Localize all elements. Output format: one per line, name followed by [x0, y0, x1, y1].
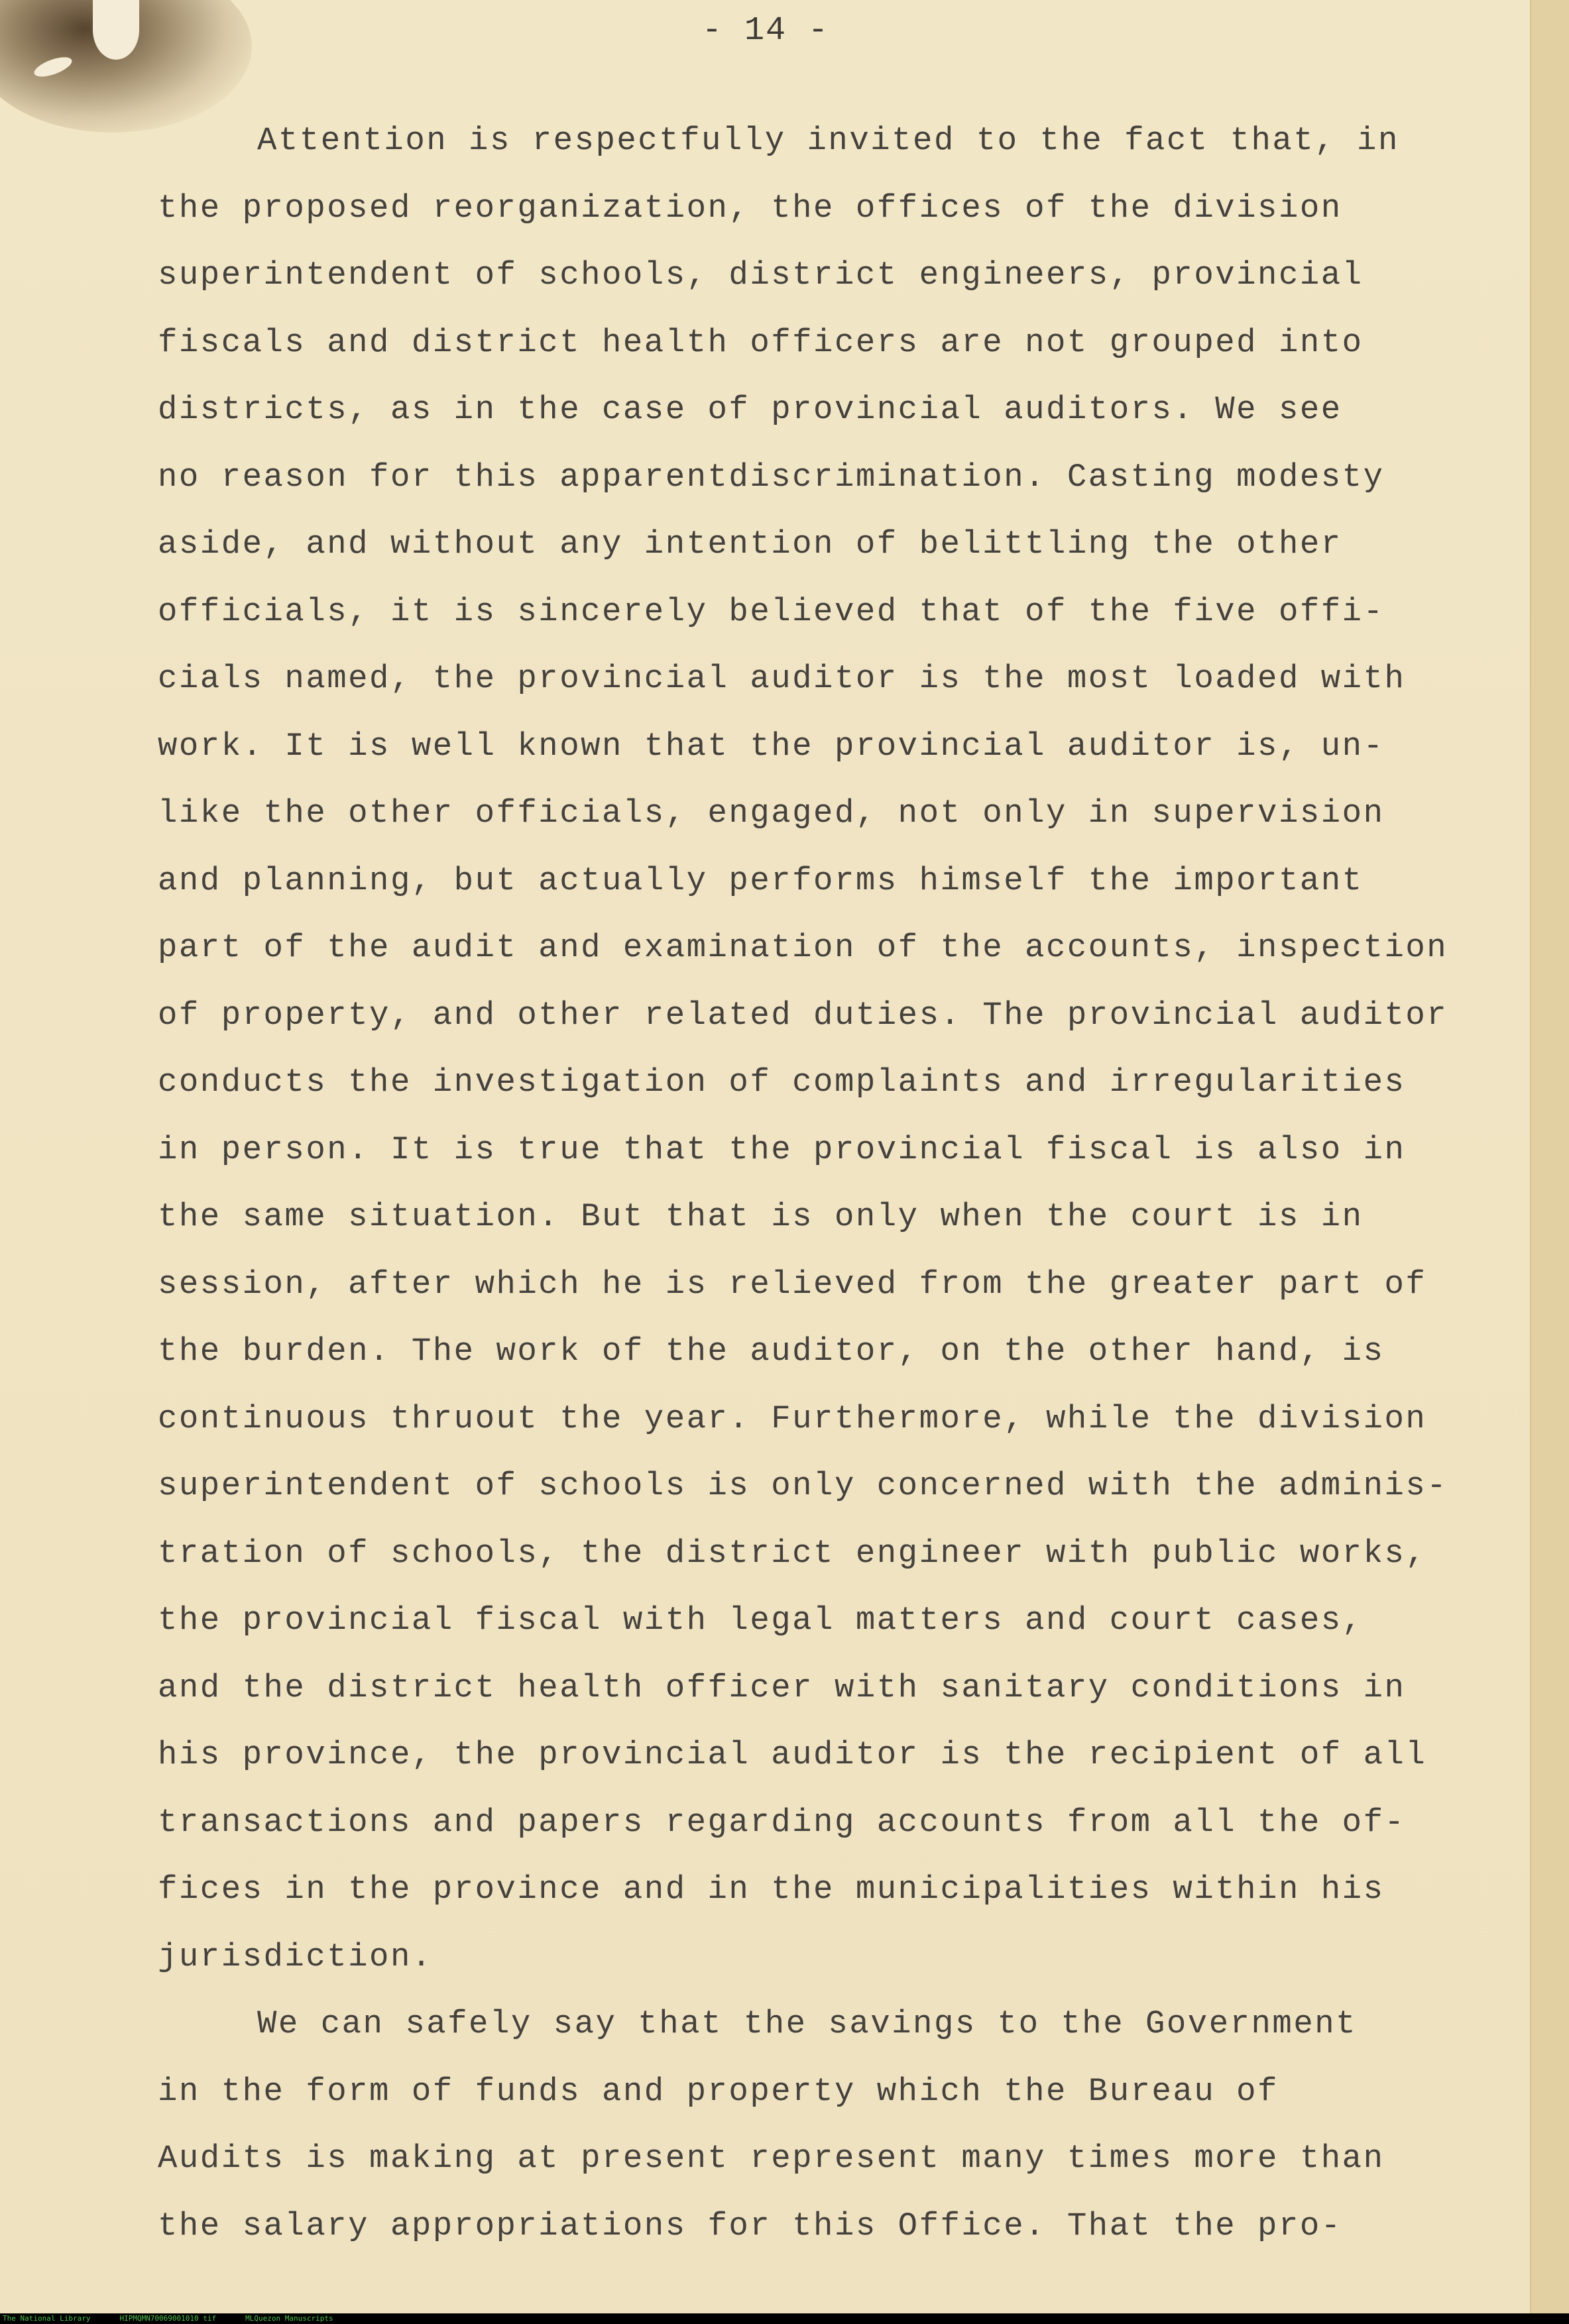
text-line: his province, the provincial auditor is the recipient of all — [158, 1736, 1427, 1773]
text-line: like the other officials, engaged, not only in supervision — [158, 795, 1385, 832]
text-line: continuous thruout the year. Furthermore, while the division — [158, 1400, 1427, 1437]
text-line: work. It is well known that the provincial auditor is, un- — [158, 727, 1385, 765]
text-line: fiscals and district health officers are not grouped into — [158, 323, 1364, 361]
text-line: part of the audit and examination of the accounts, inspection — [158, 929, 1448, 966]
body-text — [158, 107, 1457, 2260]
text-line: in person. It is true that the provincial fiscal is also in — [158, 1131, 1406, 1168]
text-line: the same situation. But that is only when the court is in — [158, 1198, 1364, 1235]
text-line: the burden. The work of the auditor, on the other hand, is — [158, 1333, 1385, 1370]
text-line: the proposed reorganization, the offices of the division — [158, 189, 1342, 227]
text-line: of property, and other related duties. The provincial auditor — [158, 996, 1448, 1034]
text-line: and the district health officer with sanitary conditions in — [158, 1669, 1406, 1706]
text-line: no reason for this apparentdiscrimination. Casting modesty — [158, 458, 1385, 496]
text-line: fices in the province and in the municipalities within his — [158, 1871, 1385, 1908]
text-line: jurisdiction. — [158, 1938, 433, 1975]
text-line: transactions and papers regarding accounts from all the of- — [158, 1803, 1406, 1841]
text-line: conducts the investigation of complaints and irregularities — [158, 1064, 1406, 1101]
text-line: session, after which he is relieved from the greater part of — [158, 1265, 1427, 1303]
text-line: and planning, but actually performs himself the important — [158, 861, 1364, 899]
text-line: Attention is respectfully invited to the fact that, in — [257, 122, 1399, 159]
page-number: - 14 - — [701, 12, 830, 50]
text-line: superintendent of schools, district engineers, provincial — [158, 256, 1364, 294]
scan-edge — [1530, 0, 1569, 2324]
text-line: We can safely say that the savings to the Government — [257, 2005, 1358, 2042]
text-line: aside, and without any intention of belittling the other — [158, 526, 1342, 563]
footer-file: HIPMQMN70069001010 tif — [119, 2314, 217, 2323]
text-line: officials, it is sincerely believed that of the five offi- — [158, 592, 1385, 630]
text-line: in the form of funds and property which the Bureau of — [158, 2072, 1279, 2110]
text-line: districts, as in the case of provincial auditors. We see — [158, 391, 1342, 428]
text-line: Audits is making at present represent many times more than — [158, 2140, 1385, 2177]
footer-collection: MLQuezon Manuscripts — [245, 2314, 333, 2323]
text-line: the provincial fiscal with legal matters and court cases, — [158, 1602, 1364, 1639]
text-line: the salary appropriations for this Office. That the pro- — [158, 2207, 1342, 2244]
text-line: superintendent of schools is only concerned with the adminis- — [158, 1467, 1448, 1504]
text-line: cials named, the provincial auditor is the most loaded with — [158, 660, 1406, 697]
text-line: tration of schools, the district engineer with public works, — [158, 1534, 1427, 1572]
footer-library: The National Library — [3, 2314, 91, 2323]
scan-footer — [0, 2313, 1569, 2324]
